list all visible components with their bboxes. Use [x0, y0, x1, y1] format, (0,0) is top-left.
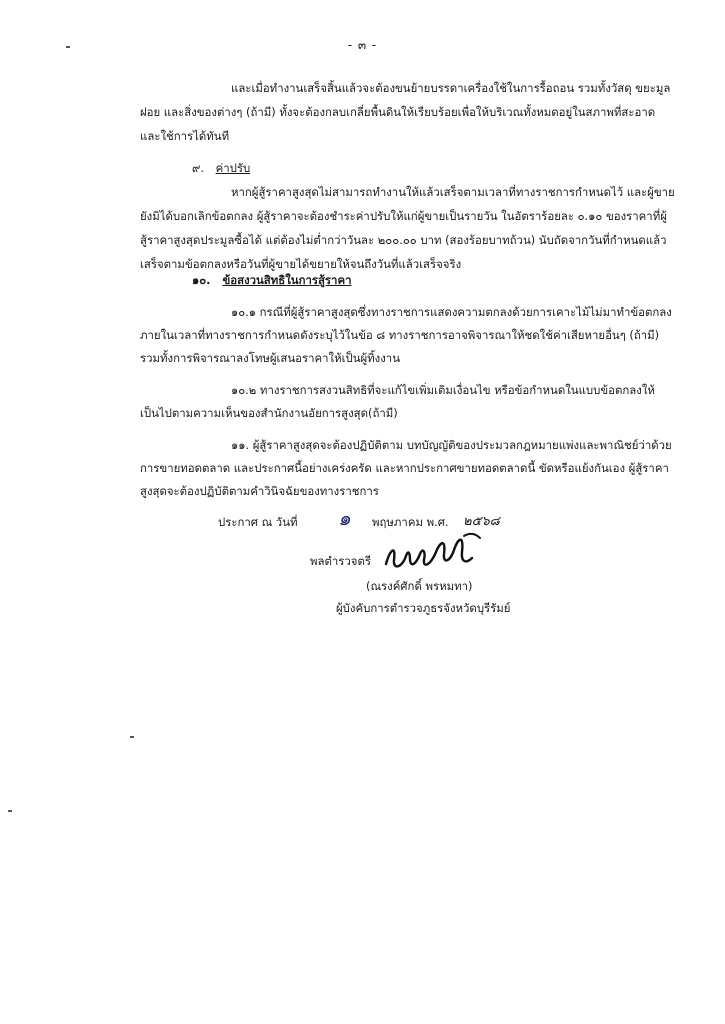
section-9-line-1: หากผู้สู้ราคาสูงสุดไม่สามารถทำงานให้แล้วเสร็จตามเวลาที่ทางราชการกำหนดไว้ และผู้ขาย — [231, 185, 675, 199]
section-9-heading — [192, 160, 250, 176]
section-10-1-line-2: ภายในเวลาที่ทางราชการกำหนดดังระบุไว้ในข้อ ๘ ทางราชการอาจพิจารณาให้ชดใช้ค่าเสียหายอื่นๆ (ถ้ามี) — [140, 328, 660, 342]
signatory-rank: พลตำรวจตรี — [310, 554, 371, 568]
section-11-line-2: การขายทอดตลาด และประกาศนี้อย่างเคร่งครัด และหากประกาศขายทอดตลาดนี้ ขัดหรือแย้งกันเอง ผู้สู้ราคา — [140, 461, 669, 475]
cleanup-line-1: และเมื่อทำงานเสร็จสิ้นแล้วจะต้องขนย้ายบรรดาเครื่องใช้ในการรื้อถอน รวมทั้งวัสดุ ขยะมูล — [231, 81, 671, 95]
signatory-position: ผู้บังคับการตำรวจภูธรจังหวัดบุรีรัมย์ — [336, 601, 511, 615]
section-10-1-line-1: ๑๐.๑ กรณีที่ผู้สู้ราคาสูงสุดซึ่งทางราชการแสดงความตกลงด้วยการเคาะไม้ไม่มาทำข้อตกลง — [231, 305, 672, 319]
section-9-line-3: สู้ราคาสูงสุดประมูลซื้อได้ แต่ต้องไม่ต่ำกว่าวันละ ๒๐๐.๐๐ บาท (สองร้อยบาทถ้วน) นับถัดจากวันที่กำหนดแล้ว — [140, 233, 667, 247]
signatory-name: (ณรงค์ศักดิ์ พรหมทา) — [366, 579, 473, 593]
section-9-title: ค่าปรับ — [215, 161, 251, 175]
section-9-line-2: ยังมิได้บอกเลิกข้อตกลง ผู้สู้ราคาจะต้องชำระค่าปรับให้แก่ผู้ขายเป็นรายวัน ในอัตราร้อยละ ๐.๑๐ ของราคาที่ผู้ — [140, 209, 667, 223]
handwritten-signature — [380, 530, 500, 580]
section-10-title: ข้อสงวนสิทธิในการสู้ราคา — [222, 273, 352, 287]
page-number: - ๓ - — [347, 38, 378, 52]
section-9-line-4: เสร็จตามข้อตกลงหรือวันที่ผู้ขายได้ขยายให้จนถึงวันที่แล้วเสร็จจริง — [140, 257, 462, 271]
handwritten-year: ๒๕๖๘ — [463, 514, 500, 529]
section-10-heading — [192, 272, 351, 288]
scan-speck — [8, 810, 12, 812]
section-10-number: ๑๐. — [192, 273, 211, 287]
cleanup-line-3: และใช้การได้ทันที — [140, 129, 230, 143]
section-11-line-3: สูงสุดจะต้องปฏิบัติตามคำวินิจฉัยของทางราชการ — [140, 484, 379, 498]
section-10-1-line-3: รวมทั้งการพิจารณาลงโทษผู้เสนอราคาให้เป็นผู้ทิ้งงาน — [140, 351, 400, 365]
section-9-number: ๙. — [192, 161, 204, 175]
scan-speck — [130, 736, 134, 738]
announcement-month: พฤษภาคม พ.ศ. — [372, 515, 449, 529]
scan-speck — [66, 46, 70, 48]
section-11-line-1: ๑๑. ผู้สู้ราคาสูงสุดจะต้องปฏิบัติตาม บทบัญญัติของประมวลกฎหมายแพ่งและพาณิชย์ว่าด้วย — [231, 438, 672, 452]
announcement-prefix: ประกาศ ณ วันที่ — [218, 515, 298, 529]
cleanup-line-2: ฝอย และสิ่งของต่างๆ (ถ้ามี) ทั้งจะต้องกลบเกลี่ยพื้นดินให้เรียบร้อยเพื่อให้บริเวณทั้งหมดอยู่ในสภาพที่สะอาด — [140, 105, 656, 119]
section-10-2-line-2: เป็นไปตามความเห็นของสำนักงานอัยการสูงสุด(ถ้ามี) — [140, 406, 398, 420]
handwritten-day: ๑ — [338, 506, 351, 530]
section-10-2-line-1: ๑๐.๒ ทางราชการสงวนสิทธิที่จะแก้ไขเพิ่มเติมเงื่อนไข หรือข้อกำหนดในแบบข้อตกลงให้ — [231, 383, 655, 397]
